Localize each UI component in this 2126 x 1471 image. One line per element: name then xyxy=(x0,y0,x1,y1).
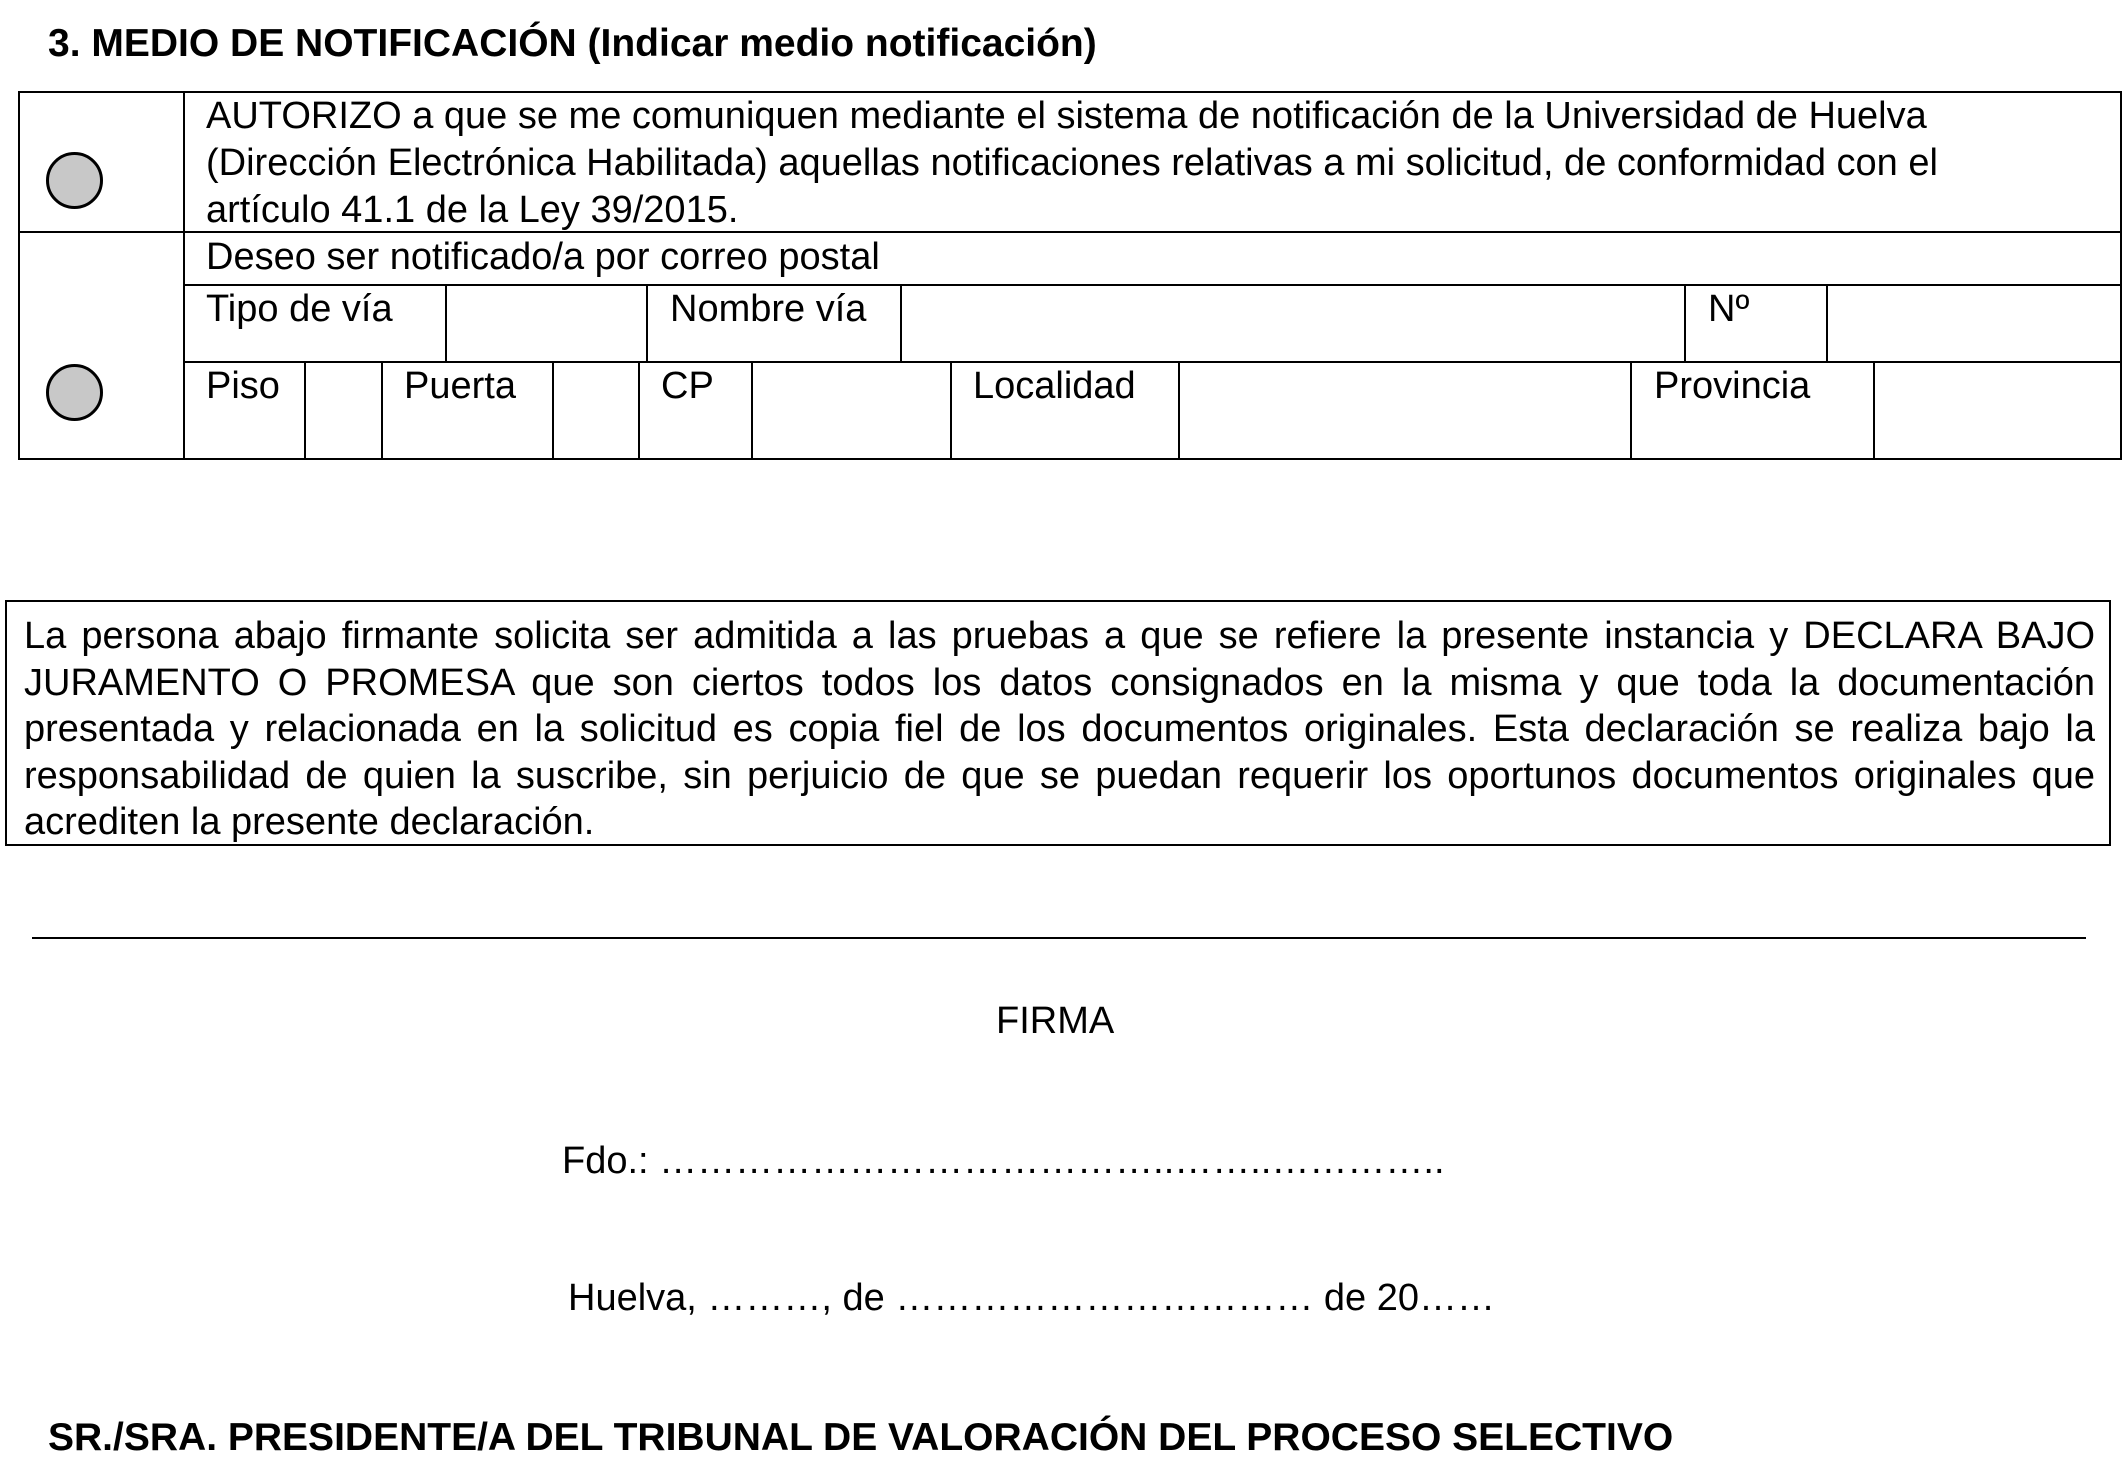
column-divider xyxy=(638,361,640,460)
column-divider xyxy=(1873,361,1875,460)
electronic-option-text xyxy=(206,93,1938,234)
piso-label: Piso xyxy=(206,365,280,407)
tipo-via-label: Tipo de vía xyxy=(206,288,393,330)
column-divider xyxy=(1684,284,1686,361)
localidad-label: Localidad xyxy=(973,365,1136,407)
provincia-field[interactable] xyxy=(1876,364,2119,458)
provincia-label: Provincia xyxy=(1654,365,1811,407)
column-divider xyxy=(751,361,753,460)
column-divider xyxy=(1630,361,1632,460)
row-divider xyxy=(183,284,2122,286)
postal-option-label: Deseo ser notificado/a por correo postal xyxy=(206,236,880,278)
piso-field[interactable] xyxy=(307,364,379,458)
electronic-option-line: AUTORIZO a que se me comuniquen mediante el sistema de notificación de la Universidad de Huelva xyxy=(206,95,1927,137)
puerta-label: Puerta xyxy=(404,365,516,407)
postal-notification-radio[interactable] xyxy=(46,364,103,421)
firma-label: FIRMA xyxy=(996,1000,1115,1042)
addressee: SR./SRA. PRESIDENTE/A DEL TRIBUNAL DE VALORACIÓN DEL PROCESO SELECTIVO xyxy=(48,1416,1674,1459)
column-divider xyxy=(445,284,447,361)
signature-line[interactable] xyxy=(32,937,2086,939)
column-divider xyxy=(304,361,306,460)
tipo-via-field[interactable] xyxy=(448,287,644,359)
cp-field[interactable] xyxy=(754,364,948,458)
electronic-notification-radio[interactable] xyxy=(46,152,103,209)
nombre-via-label: Nombre vía xyxy=(670,288,867,330)
date-line: Huelva, ………, de …………………………… de 20…… xyxy=(568,1277,1495,1319)
nombre-via-field[interactable] xyxy=(903,287,1682,359)
puerta-field[interactable] xyxy=(555,364,636,458)
electronic-option-line: artículo 41.1 de la Ley 39/2015. xyxy=(206,189,739,231)
column-divider xyxy=(900,284,902,361)
column-divider xyxy=(381,361,383,460)
column-divider xyxy=(1178,361,1180,460)
numero-label: Nº xyxy=(1708,288,1750,330)
declaration-text: La persona abajo firmante solicita ser admitida a las pruebas a que se refiere la presente instancia y DECLARA BAJO JURAMENTO O PROMESA que son ciertos todos los datos consignados en la misma y que toda la documentación presentada y relacionada en la solicitud es copia fiel de los documentos originales. Esta declaración se realiza bajo la responsabilidad de quien la suscribe, sin perjuicio de que se puedan requerir los oportunos documentos originales que acrediten la presente declaración. xyxy=(5,600,2111,846)
column-divider xyxy=(646,284,648,361)
column-divider xyxy=(183,91,185,460)
column-divider xyxy=(552,361,554,460)
cp-label: CP xyxy=(661,365,714,407)
column-divider xyxy=(1826,284,1828,361)
fdo-line: Fdo.: …………………………………..……..………….. xyxy=(562,1140,1445,1182)
section-title: 3. MEDIO DE NOTIFICACIÓN (Indicar medio notificación) xyxy=(48,22,1097,65)
electronic-option-line: (Dirección Electrónica Habilitada) aquellas notificaciones relativas a mi solicitud, de conformidad con el xyxy=(206,142,1938,184)
numero-field[interactable] xyxy=(1829,287,2119,359)
column-divider xyxy=(950,361,952,460)
localidad-field[interactable] xyxy=(1181,364,1628,458)
